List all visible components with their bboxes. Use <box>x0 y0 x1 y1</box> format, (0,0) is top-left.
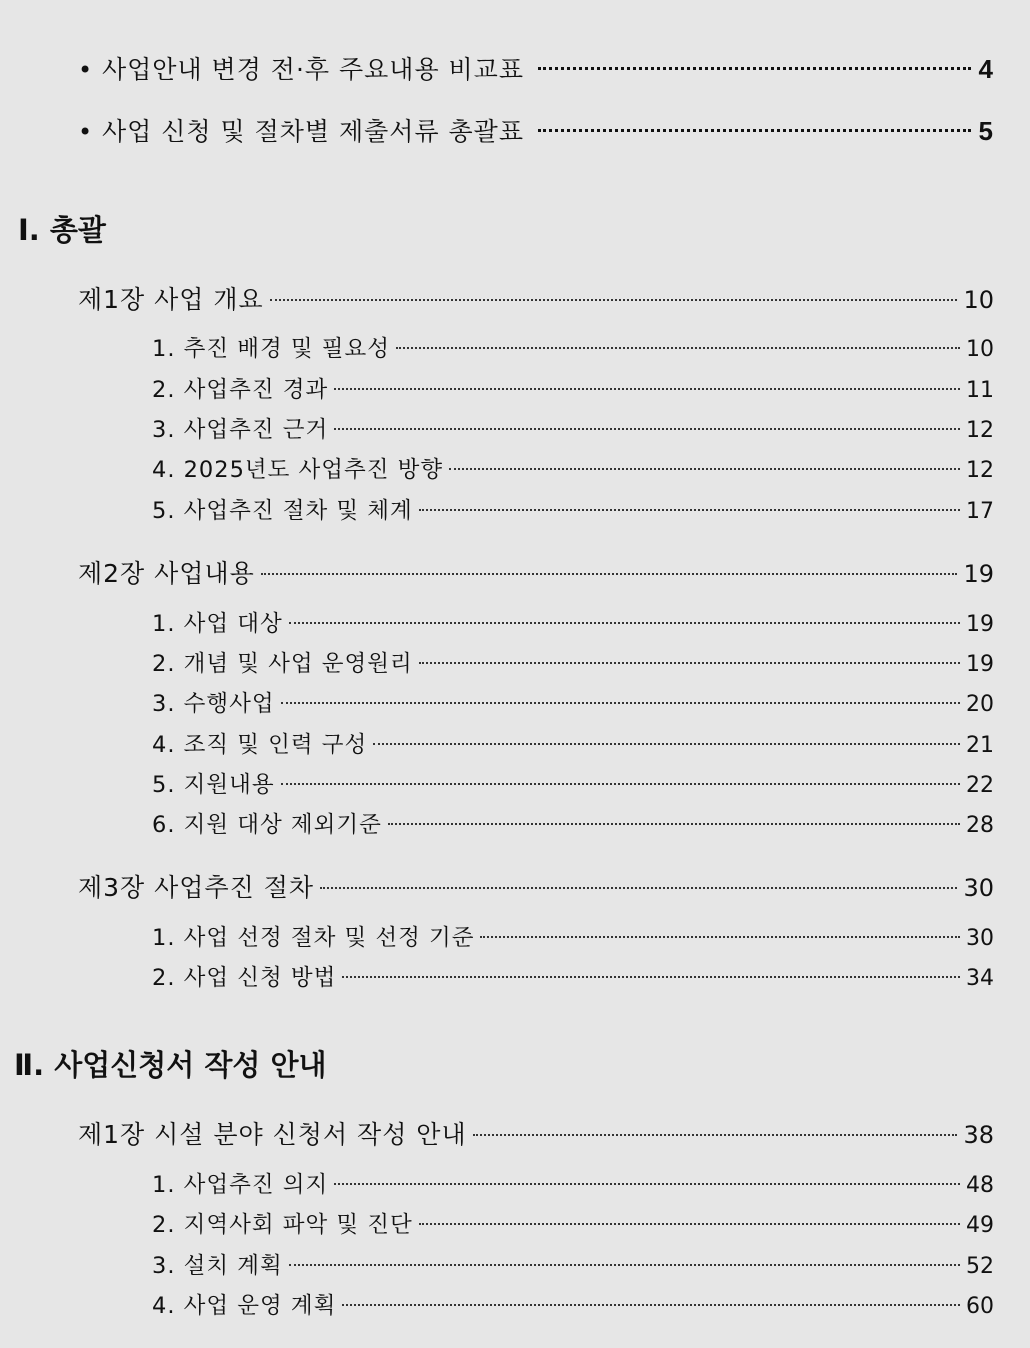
toc-section[interactable] <box>152 727 994 759</box>
toc-entry-title: 4. 사업 운영 계획 <box>152 1293 337 1319</box>
toc-chapter[interactable] <box>78 280 994 316</box>
toc-page-number: 60 <box>966 1294 994 1319</box>
toc-entry-title: 5. 지원내용 <box>152 772 275 798</box>
toc-entry-title: 3. 설치 계획 <box>152 1253 283 1279</box>
toc-entry-title: 사업안내 변경 전·후 주요내용 비교표 <box>102 55 524 84</box>
toc-entry-title: 4. 조직 및 인력 구성 <box>152 732 368 758</box>
toc-page-number: 12 <box>966 458 994 483</box>
toc-page-number: 49 <box>966 1213 994 1238</box>
toc-page-number: 4 <box>978 54 994 84</box>
dot-leader <box>419 509 960 511</box>
toc-section[interactable] <box>152 1288 994 1320</box>
toc-page-number: 30 <box>963 874 994 902</box>
dot-leader <box>538 67 971 70</box>
toc-page-number: 5 <box>978 116 994 146</box>
toc-entry-title: 제1장 시설 분야 신청서 작성 안내 <box>78 1120 467 1149</box>
toc-section[interactable] <box>152 1248 994 1280</box>
dot-leader <box>334 1183 960 1185</box>
dot-leader <box>342 1304 960 1306</box>
toc-page-number: 30 <box>966 926 994 951</box>
toc-section[interactable] <box>152 646 994 678</box>
dot-leader <box>388 823 960 825</box>
toc-entry-title: 4. 2025년도 사업추진 방향 <box>152 457 444 483</box>
toc-section[interactable] <box>152 1167 994 1199</box>
dot-leader <box>342 976 960 978</box>
toc-entry-title: 제2장 사업내용 <box>78 559 255 588</box>
toc-page-number: 19 <box>966 652 994 677</box>
toc-page-number: 38 <box>963 1121 994 1149</box>
dot-leader <box>449 468 960 470</box>
toc-section[interactable] <box>152 1207 994 1239</box>
toc-section[interactable] <box>152 807 994 839</box>
dot-leader <box>419 1223 960 1225</box>
toc-page-number: 17 <box>966 499 994 524</box>
dot-leader <box>473 1134 958 1136</box>
part-heading-1: Ⅰ. 총괄 <box>18 213 106 247</box>
toc-entry-title: 2. 지역사회 파악 및 진단 <box>152 1212 413 1238</box>
toc-entry-title: 2. 사업 신청 방법 <box>152 965 337 991</box>
dot-leader <box>373 743 960 745</box>
dot-leader <box>396 347 960 349</box>
toc-page-number: 11 <box>966 378 994 403</box>
toc-page-number: 21 <box>966 733 994 758</box>
toc-entry-title: 1. 사업추진 의지 <box>152 1172 329 1198</box>
toc-chapter[interactable] <box>78 554 994 590</box>
toc-entry-title: 1. 사업 선정 절차 및 선정 기준 <box>152 925 475 951</box>
toc-section[interactable] <box>152 606 994 638</box>
dot-leader <box>270 299 958 301</box>
toc-entry-title: 3. 수행사업 <box>152 691 275 717</box>
toc-entry-title: 6. 지원 대상 제외기준 <box>152 812 382 838</box>
toc-entry-title: 사업 신청 및 절차별 제출서류 총괄표 <box>102 117 524 146</box>
toc-entry-title: 1. 사업 대상 <box>152 611 283 637</box>
toc-chapter[interactable] <box>78 868 994 904</box>
toc-section[interactable] <box>152 412 994 444</box>
toc-page-number: 28 <box>966 813 994 838</box>
part-heading-2: Ⅱ. 사업신청서 작성 안내 <box>14 1048 327 1082</box>
toc-page-number: 12 <box>966 418 994 443</box>
toc-section[interactable] <box>152 960 994 992</box>
toc-page-number: 10 <box>963 286 994 314</box>
bullet-dot: • <box>78 56 94 84</box>
toc-entry-title: 1. 추진 배경 및 필요성 <box>152 336 390 362</box>
toc-chapter[interactable] <box>78 1115 994 1151</box>
toc-entry-title: 2. 사업추진 경과 <box>152 377 329 403</box>
toc-section[interactable] <box>152 372 994 404</box>
dot-leader <box>261 573 958 575</box>
toc-entry-title: 제1장 사업 개요 <box>78 285 264 314</box>
toc-page-number: 19 <box>966 612 994 637</box>
toc-entry-title: 5. 사업추진 절차 및 체계 <box>152 498 413 524</box>
toc-page-number: 52 <box>966 1254 994 1279</box>
toc-entry-title: 3. 사업추진 근거 <box>152 417 329 443</box>
dot-leader <box>334 388 960 390</box>
toc-section[interactable] <box>152 331 994 363</box>
dot-leader <box>320 887 957 889</box>
toc-page-number: 34 <box>966 966 994 991</box>
dot-leader <box>419 662 960 664</box>
toc-bullet-comparison[interactable] <box>78 50 994 86</box>
dot-leader <box>334 428 960 430</box>
toc-page-number: 20 <box>966 692 994 717</box>
toc-entry-title: 2. 개념 및 사업 운영원리 <box>152 651 413 677</box>
dot-leader <box>289 622 960 624</box>
dot-leader <box>281 783 960 785</box>
toc-page-number: 10 <box>966 337 994 362</box>
toc-section[interactable] <box>152 452 994 484</box>
toc-bullet-documents[interactable] <box>78 112 994 148</box>
toc-entry-title: 제3장 사업추진 절차 <box>78 873 314 902</box>
toc-page-number: 22 <box>966 773 994 798</box>
toc-page-number: 19 <box>963 560 994 588</box>
bullet-dot: • <box>78 118 94 146</box>
toc-page-number: 48 <box>966 1173 994 1198</box>
dot-leader <box>480 936 960 938</box>
toc-section[interactable] <box>152 767 994 799</box>
toc-section[interactable] <box>152 493 994 525</box>
toc-section[interactable] <box>152 686 994 718</box>
dot-leader <box>538 129 971 132</box>
toc-section[interactable] <box>152 920 994 952</box>
dot-leader <box>289 1264 960 1266</box>
dot-leader <box>281 702 960 704</box>
